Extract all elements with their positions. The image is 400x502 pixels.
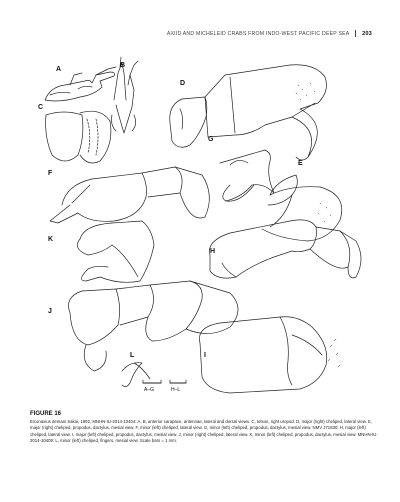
scale-label-h-l: H–L xyxy=(171,387,181,393)
panel-label-f: F xyxy=(48,170,53,177)
running-header xyxy=(167,30,372,37)
header-divider xyxy=(355,30,356,37)
panel-c-drawing xyxy=(46,111,111,163)
setae-marks xyxy=(296,83,340,367)
panel-label-e: E xyxy=(298,160,303,167)
panel-j-drawing xyxy=(69,281,239,371)
panel-label-l: L xyxy=(130,352,135,359)
panel-d-drawing xyxy=(170,65,327,160)
figure-caption: Eiconaxius demani Sakai, 1992, MNHN-IU-2014-10404: A, B, anterior carapace, antennae, lateral and dorsal views. C, telson, right uropod. D, major (right) cheliped, lateral view. E, major (right) cheliped, propodus, dactylus, mesial view. F, minor (left) cheliped, lateral view. G, minor (left) cheliped, propodus, dactylus, mesial view. NMV J71830: H, major (left) cheliped, lateral view. I, major (left) cheliped, propodus, dactylus, mesial view. J, minor (right) cheliped, lateral view. K, minor (left) cheliped, propodus, dactylus, mesial view. MNHN-IU-2014-10409: L, minor (left) cheliped, fingers, mesial view. Scale bars = 1 mm. xyxy=(30,419,378,443)
panel-label-b: B xyxy=(120,62,126,69)
page-number: 203 xyxy=(362,30,372,37)
panel-label-i: I xyxy=(204,352,206,359)
panel-e-drawing xyxy=(262,175,342,241)
panel-k-drawing xyxy=(77,221,154,282)
panel-label-c: C xyxy=(38,104,44,111)
figure-label: FIGURE 16 xyxy=(30,411,62,417)
panel-g-drawing xyxy=(220,150,274,201)
scale-bar-h-l xyxy=(170,380,186,393)
panel-label-d: D xyxy=(180,80,186,87)
running-title: AXIID AND MICHELEID CRABS FROM INDO-WEST PACIFIC DEEP SEA xyxy=(166,30,350,37)
figure-plate xyxy=(30,45,375,405)
panel-i-drawing xyxy=(199,317,326,393)
panel-label-h: H xyxy=(210,248,216,255)
panel-label-g: G xyxy=(208,136,214,143)
panel-f-drawing xyxy=(50,167,209,223)
panel-label-k: K xyxy=(48,236,54,243)
scale-bar-a-g xyxy=(143,380,161,393)
panel-label-j: J xyxy=(48,308,52,315)
panel-label-a: A xyxy=(56,66,62,73)
panel-h-drawing xyxy=(209,220,361,278)
scale-label-a-g: A–G xyxy=(144,387,155,393)
plate-drawing xyxy=(30,45,375,405)
